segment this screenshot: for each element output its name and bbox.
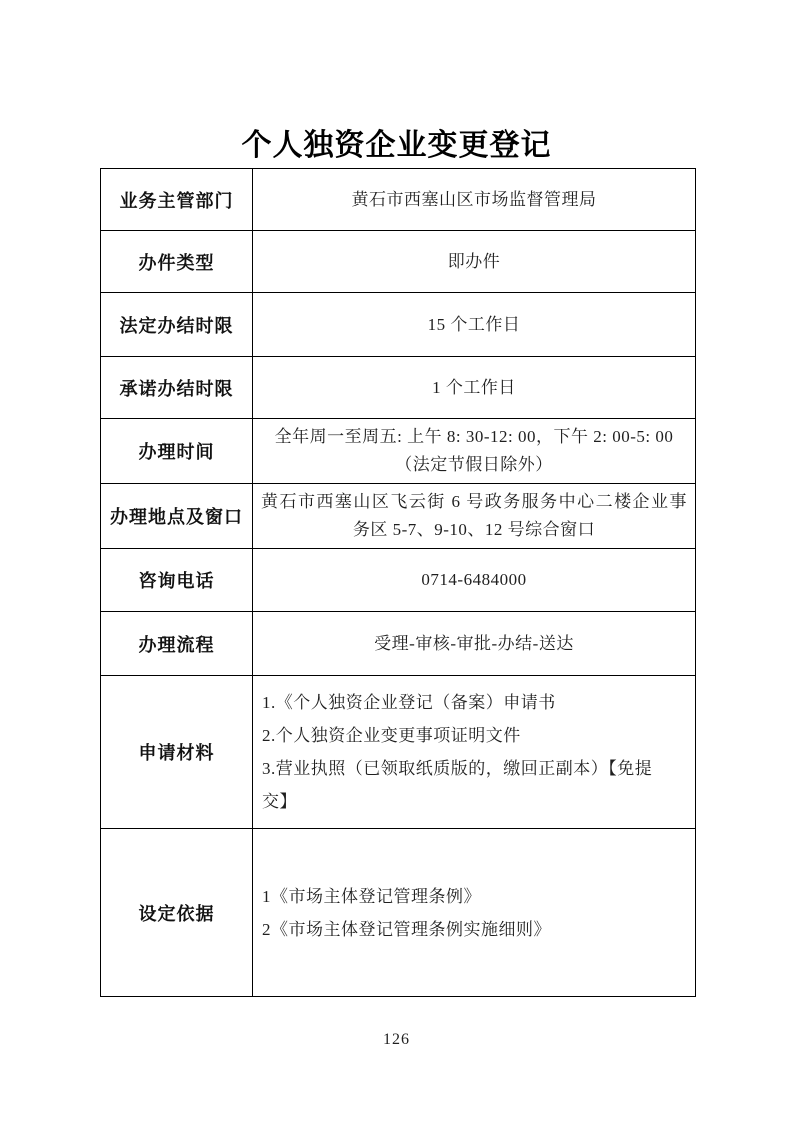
material-item-2: 2.个人独资企业变更事项证明文件: [262, 726, 521, 745]
row-value-case-type: 即办件: [253, 231, 696, 293]
service-info-table: [100, 168, 696, 997]
material-item-1: 1.《个人独资企业登记（备案）申请书: [262, 693, 556, 712]
table-row: [101, 612, 696, 676]
table-row: [101, 829, 696, 997]
location-line-2: 务区 5-7、9-10、12 号综合窗口: [352, 520, 596, 539]
row-value-location-window: [253, 484, 696, 549]
row-value-phone: 0714-6484000: [253, 549, 696, 612]
table-row: [101, 293, 696, 357]
page-title: 个人独资企业变更登记: [241, 129, 552, 162]
material-item-3-wrap: 交】: [262, 792, 297, 811]
row-label-location-window: 办理地点及窗口: [101, 484, 253, 549]
table-row: [101, 484, 696, 549]
row-label-statutory-time-limit: 法定办结时限: [101, 293, 253, 357]
legal-basis-item-1: 1《市场主体登记管理条例》: [262, 886, 481, 906]
row-value-statutory-time-limit: 15 个工作日: [253, 293, 696, 357]
row-label-promised-time-limit: 承诺办结时限: [101, 357, 253, 419]
row-label-phone: 咨询电话: [101, 549, 253, 612]
row-label-office-hours: 办理时间: [101, 419, 253, 484]
table-row: [101, 549, 696, 612]
location-line-1: 黄石市西塞山区飞云街 6 号政务服务中心二楼企业事: [261, 492, 687, 511]
row-label-department: 业务主管部门: [101, 169, 253, 231]
row-value-legal-basis: [253, 829, 696, 997]
material-item-3: 3.营业执照（已领取纸质版的，缴回正副本）【免提: [262, 759, 653, 778]
row-label-application-materials: 申请材料: [101, 676, 253, 829]
table-row: [101, 676, 696, 829]
row-label-case-type: 办件类型: [101, 231, 253, 293]
table-row: [101, 357, 696, 419]
row-value-process: 受理-审核-审批-办结-送达: [253, 612, 696, 676]
row-value-department: 黄石市西塞山区市场监督管理局: [253, 169, 696, 231]
page-number: 126: [383, 1031, 410, 1048]
row-label-process: 办理流程: [101, 612, 253, 676]
legal-basis-item-2: 2《市场主体登记管理条例实施细则》: [262, 919, 551, 939]
row-value-application-materials: [253, 676, 696, 829]
row-label-legal-basis: 设定依据: [101, 829, 253, 997]
office-hours-line-1: 全年周一至周五: 上午 8: 30-12: 00，下午 2: 00-5: 00: [274, 427, 674, 446]
table-row: [101, 231, 696, 293]
table-row: [101, 169, 696, 231]
row-value-promised-time-limit: 1 个工作日: [253, 357, 696, 419]
office-hours-line-2: （法定节假日除外）: [395, 455, 553, 474]
table-row: [101, 419, 696, 484]
row-value-office-hours: [253, 419, 696, 484]
